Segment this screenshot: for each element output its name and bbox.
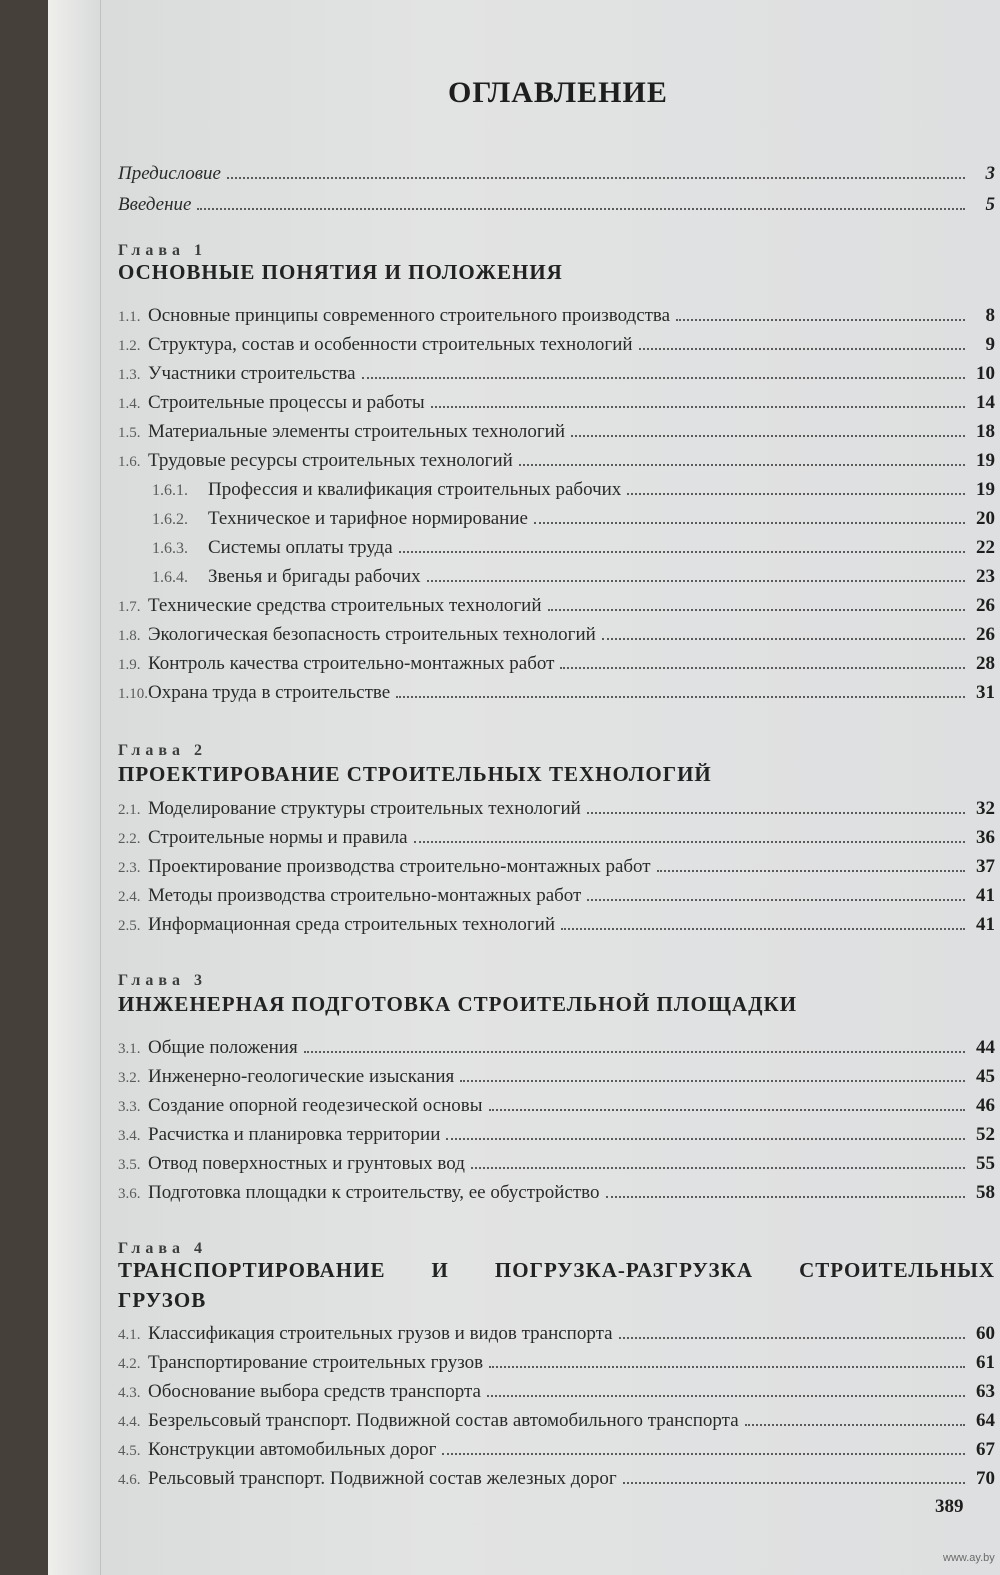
entry-text: Технические средства строительных технологий bbox=[148, 595, 542, 616]
entry-number: 4.3. bbox=[118, 1385, 141, 1401]
toc-entry bbox=[118, 624, 995, 646]
toc-entry bbox=[118, 595, 995, 617]
leader-dots bbox=[676, 319, 965, 321]
watermark-text: www.ay.by bbox=[943, 1552, 995, 1564]
leader-dots bbox=[560, 667, 965, 669]
toc-entry bbox=[118, 885, 995, 907]
entry-number: 1.4. bbox=[118, 396, 141, 412]
entry-text: Методы производства строительно-монтажных работ bbox=[148, 885, 582, 906]
toc-entry bbox=[118, 914, 995, 936]
leader-dots bbox=[431, 406, 965, 408]
entry-number: 4.2. bbox=[118, 1356, 141, 1372]
entry-number: 3.2. bbox=[118, 1070, 141, 1086]
toc-entry bbox=[118, 392, 995, 414]
leader-dots bbox=[639, 348, 965, 350]
page-title: ОГЛАВЛЕНИЕ bbox=[448, 76, 668, 109]
entry-number: 4.5. bbox=[118, 1443, 141, 1459]
entry-number: 4.1. bbox=[118, 1327, 141, 1343]
toc-subentry bbox=[152, 479, 995, 501]
leader-dots bbox=[471, 1167, 965, 1169]
entry-page: 18 bbox=[976, 421, 995, 442]
entry-page: 45 bbox=[976, 1066, 995, 1087]
leader-dots bbox=[627, 493, 965, 495]
entry-page: 3 bbox=[985, 163, 995, 184]
leader-dots bbox=[587, 899, 965, 901]
entry-text: Основные принципы современного строительного производства bbox=[148, 305, 671, 326]
entry-number: 4.6. bbox=[118, 1472, 141, 1488]
leader-dots bbox=[619, 1337, 965, 1339]
entry-number: 2.5. bbox=[118, 918, 141, 934]
entry-number: 1.9. bbox=[118, 657, 141, 673]
chapter-title-continuation: ГРУЗОВ bbox=[118, 1288, 207, 1312]
leader-dots bbox=[304, 1051, 965, 1053]
leader-dots bbox=[399, 551, 965, 553]
entry-page: 20 bbox=[976, 508, 995, 529]
leader-dots bbox=[602, 638, 965, 640]
page-number: 389 bbox=[935, 1496, 964, 1517]
entry-page: 70 bbox=[976, 1468, 995, 1489]
chapter-label: Глава 4 bbox=[118, 1240, 207, 1257]
toc-subentry bbox=[152, 508, 995, 530]
entry-text: Транспортирование строительных грузов bbox=[148, 1352, 484, 1373]
chapter-title: ТРАНСПОРТИРОВАНИЕ И ПОГРУЗКА-РАЗГРУЗКА СТРОИТЕЛЬНЫХ bbox=[118, 1258, 995, 1282]
entry-number: 1.2. bbox=[118, 338, 141, 354]
entry-text: Звенья и бригады рабочих bbox=[208, 566, 421, 587]
entry-page: 14 bbox=[976, 392, 995, 413]
leader-dots bbox=[587, 812, 965, 814]
toc-entry bbox=[118, 1439, 995, 1461]
entry-page: 52 bbox=[976, 1124, 995, 1145]
toc-entry bbox=[118, 653, 995, 675]
entry-text: Создание опорной геодезической основы bbox=[148, 1095, 483, 1116]
entry-text: Расчистка и планировка территории bbox=[148, 1124, 441, 1145]
entry-text: Общие положения bbox=[148, 1037, 298, 1058]
entry-page: 63 bbox=[976, 1381, 995, 1402]
entry-number: 3.3. bbox=[118, 1099, 141, 1115]
toc-entry bbox=[118, 450, 995, 472]
entry-text: Профессия и квалификация строительных рабочих bbox=[208, 479, 622, 500]
entry-text: Строительные процессы и работы bbox=[148, 392, 425, 413]
leader-dots bbox=[745, 1424, 965, 1426]
leader-dots bbox=[489, 1109, 965, 1111]
entry-number: 3.5. bbox=[118, 1157, 141, 1173]
entry-text: Структура, состав и особенности строительных технологий bbox=[148, 334, 633, 355]
entry-page: 64 bbox=[976, 1410, 995, 1431]
entry-number: 1.6.2. bbox=[152, 511, 188, 528]
toc-entry bbox=[118, 421, 995, 443]
chapter-title: ПРОЕКТИРОВАНИЕ СТРОИТЕЛЬНЫХ ТЕХНОЛОГИЙ bbox=[118, 762, 712, 786]
entry-page: 36 bbox=[976, 827, 995, 848]
entry-number: 3.4. bbox=[118, 1128, 141, 1144]
entry-page: 28 bbox=[976, 653, 995, 674]
entry-text: Обоснование выбора средств транспорта bbox=[148, 1381, 481, 1402]
leader-dots bbox=[519, 464, 965, 466]
leader-dots bbox=[446, 1138, 965, 1140]
leader-dots bbox=[362, 377, 965, 379]
entry-number: 3.1. bbox=[118, 1041, 141, 1057]
entry-text: Отвод поверхностных и грунтовых вод bbox=[148, 1153, 465, 1174]
book-page bbox=[48, 0, 1000, 1575]
entry-page: 37 bbox=[976, 856, 995, 877]
toc-subentry bbox=[152, 537, 995, 559]
entry-text: Информационная среда строительных технологий bbox=[148, 914, 556, 935]
toc-entry bbox=[118, 1410, 995, 1432]
entry-text: Контроль качества строительно-монтажных работ bbox=[148, 653, 555, 674]
facing-page-edge bbox=[48, 0, 101, 1575]
entry-page: 61 bbox=[976, 1352, 995, 1373]
entry-number: 1.3. bbox=[118, 367, 141, 383]
toc-entry bbox=[118, 682, 995, 704]
toc-entry bbox=[118, 1066, 995, 1088]
leader-dots bbox=[487, 1395, 965, 1397]
chapter-title: ИНЖЕНЕРНАЯ ПОДГОТОВКА СТРОИТЕЛЬНОЙ ПЛОЩАДКИ bbox=[118, 992, 798, 1016]
entry-text: Инженерно-геологические изыскания bbox=[148, 1066, 455, 1087]
entry-page: 41 bbox=[976, 885, 995, 906]
leader-dots bbox=[414, 841, 965, 843]
leader-dots bbox=[623, 1482, 965, 1484]
entry-number: 1.8. bbox=[118, 628, 141, 644]
entry-page: 31 bbox=[976, 682, 995, 703]
entry-text: Рельсовый транспорт. Подвижной состав железных дорог bbox=[148, 1468, 617, 1489]
chapter-label: Глава 3 bbox=[118, 972, 207, 989]
entry-number: 2.4. bbox=[118, 889, 141, 905]
leader-dots bbox=[396, 696, 965, 698]
entry-page: 41 bbox=[976, 914, 995, 935]
toc-entry-introduction bbox=[118, 194, 995, 216]
toc-entry bbox=[118, 1323, 995, 1345]
entry-page: 44 bbox=[976, 1037, 995, 1058]
entry-page: 67 bbox=[976, 1439, 995, 1460]
toc-entry bbox=[118, 1182, 995, 1204]
toc-entry bbox=[118, 856, 995, 878]
entry-page: 10 bbox=[976, 363, 995, 384]
toc-entry bbox=[118, 1381, 995, 1403]
entry-text: Экологическая безопасность строительных технологий bbox=[148, 624, 596, 645]
entry-page: 8 bbox=[985, 305, 995, 326]
entry-number: 2.1. bbox=[118, 802, 141, 818]
entry-text: Охрана труда в строительстве bbox=[148, 682, 391, 703]
toc-entry bbox=[118, 798, 995, 820]
toc-entry bbox=[118, 1124, 995, 1146]
entry-text: Системы оплаты труда bbox=[208, 537, 393, 558]
toc-entry bbox=[118, 1352, 995, 1374]
entry-number: 1.6.3. bbox=[152, 540, 188, 557]
leader-dots bbox=[442, 1453, 965, 1455]
leader-dots bbox=[571, 435, 965, 437]
entry-text: Проектирование производства строительно-монтажных работ bbox=[148, 856, 651, 877]
entry-number: 1.6.1. bbox=[152, 482, 188, 499]
entry-number: 4.4. bbox=[118, 1414, 141, 1430]
toc-entry bbox=[118, 363, 995, 385]
entry-page: 23 bbox=[976, 566, 995, 587]
entry-page: 55 bbox=[976, 1153, 995, 1174]
entry-text: Подготовка площадки к строительству, ее обустройство bbox=[148, 1182, 600, 1203]
entry-text: Конструкции автомобильных дорог bbox=[148, 1439, 437, 1460]
entry-number: 1.6. bbox=[118, 454, 141, 470]
leader-dots bbox=[606, 1196, 965, 1198]
leader-dots bbox=[427, 580, 965, 582]
toc-entry bbox=[118, 827, 995, 849]
entry-page: 26 bbox=[976, 624, 995, 645]
entry-text: Материальные элементы строительных технологий bbox=[148, 421, 565, 442]
entry-number: 3.6. bbox=[118, 1186, 141, 1202]
entry-text: Введение bbox=[118, 194, 192, 215]
toc-entry bbox=[118, 1037, 995, 1059]
chapter-title: ОСНОВНЫЕ ПОНЯТИЯ И ПОЛОЖЕНИЯ bbox=[118, 260, 563, 284]
toc-entry bbox=[118, 1095, 995, 1117]
entry-text: Трудовые ресурсы строительных технологий bbox=[148, 450, 513, 471]
leader-dots bbox=[561, 928, 965, 930]
entry-number: 2.3. bbox=[118, 860, 141, 876]
entry-text: Техническое и тарифное нормирование bbox=[208, 508, 528, 529]
toc-subentry bbox=[152, 566, 995, 588]
chapter-label: Глава 1 bbox=[118, 242, 207, 259]
leader-dots bbox=[548, 609, 965, 611]
entry-page: 9 bbox=[985, 334, 995, 355]
leader-dots bbox=[197, 208, 965, 210]
entry-page: 46 bbox=[976, 1095, 995, 1116]
entry-page: 26 bbox=[976, 595, 995, 616]
leader-dots bbox=[534, 522, 965, 524]
entry-page: 22 bbox=[976, 537, 995, 558]
entry-text: Безрельсовый транспорт. Подвижной состав автомобильного транспорта bbox=[148, 1410, 739, 1431]
entry-text: Моделирование структуры строительных технологий bbox=[148, 798, 581, 819]
entry-text: Предисловие bbox=[118, 163, 221, 184]
toc-entry bbox=[118, 305, 995, 327]
entry-page: 32 bbox=[976, 798, 995, 819]
entry-number: 1.1. bbox=[118, 309, 141, 325]
entry-number: 1.5. bbox=[118, 425, 141, 441]
entry-number: 1.6.4. bbox=[152, 569, 188, 586]
toc-entry-preface bbox=[118, 163, 995, 185]
entry-page: 19 bbox=[976, 479, 995, 500]
toc-entry bbox=[118, 1153, 995, 1175]
leader-dots bbox=[227, 177, 965, 179]
entry-number: 1.10. bbox=[118, 686, 148, 702]
entry-page: 60 bbox=[976, 1323, 995, 1344]
toc-entry bbox=[118, 1468, 995, 1490]
entry-page: 58 bbox=[976, 1182, 995, 1203]
leader-dots bbox=[489, 1366, 965, 1368]
chapter-label: Глава 2 bbox=[118, 742, 207, 759]
entry-number: 2.2. bbox=[118, 831, 141, 847]
entry-page: 19 bbox=[976, 450, 995, 471]
entry-text: Участники строительства bbox=[148, 363, 356, 384]
leader-dots bbox=[460, 1080, 965, 1082]
leader-dots bbox=[657, 870, 965, 872]
entry-text: Классификация строительных грузов и видов транспорта bbox=[148, 1323, 613, 1344]
entry-page: 5 bbox=[985, 194, 995, 215]
entry-number: 1.7. bbox=[118, 599, 141, 615]
toc-entry bbox=[118, 334, 995, 356]
entry-text: Строительные нормы и правила bbox=[148, 827, 408, 848]
